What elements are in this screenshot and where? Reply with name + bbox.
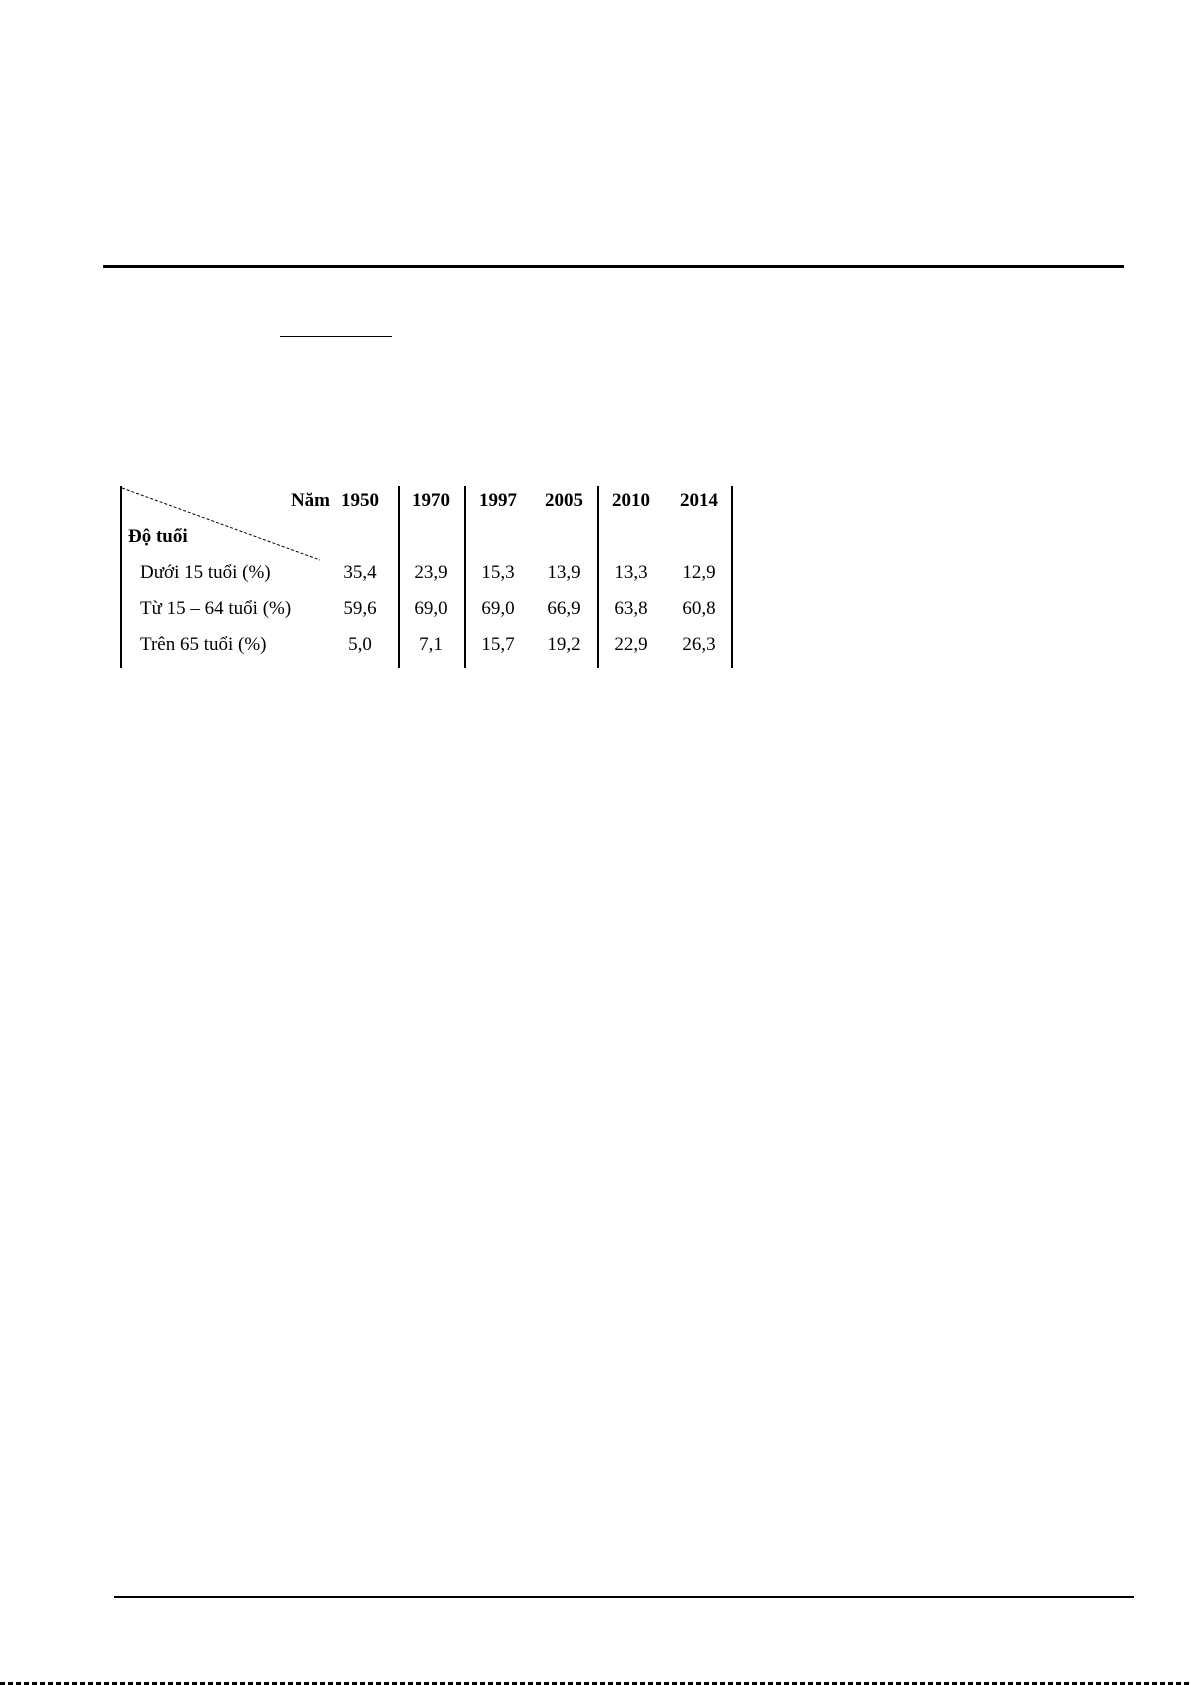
- corner-year-header: Năm: [290, 490, 330, 511]
- table-cell: 23,9: [414, 562, 448, 583]
- table-cell: 13,3: [614, 562, 648, 583]
- table-cell: 19,2: [547, 634, 581, 655]
- bottom-horizontal-rule: [114, 1596, 1134, 1598]
- age-structure-table: [120, 486, 734, 668]
- table-cell: 15,3: [481, 562, 515, 583]
- table-cell: 59,6: [343, 598, 377, 619]
- year-header-2005: 2005: [545, 490, 583, 511]
- top-horizontal-rule: [103, 265, 1124, 268]
- year-header-1950: 1950: [341, 490, 379, 511]
- table-cell: 22,9: [614, 634, 648, 655]
- year-header-2014: 2014: [680, 490, 718, 511]
- year-header-1970: 1970: [412, 490, 450, 511]
- table-cell: 26,3: [682, 634, 716, 655]
- year-header-2010: 2010: [612, 490, 650, 511]
- row-label-under-15: Dưới 15 tuổi (%): [140, 562, 271, 583]
- table-cell: 35,4: [343, 562, 377, 583]
- table-cell: 63,8: [614, 598, 648, 619]
- year-header-1997: 1997: [479, 490, 517, 511]
- table-cell: 69,0: [414, 598, 448, 619]
- table-cell: 13,9: [547, 562, 581, 583]
- table-cell: 7,1: [419, 634, 443, 655]
- table-cell: 15,7: [481, 634, 515, 655]
- row-label-over-65: Trên 65 tuổi (%): [140, 634, 267, 655]
- table-cell: 69,0: [481, 598, 515, 619]
- row-label-15-64: Từ 15 – 64 tuổi (%): [140, 598, 292, 619]
- table-cell: 5,0: [348, 634, 372, 655]
- short-underline: [280, 336, 392, 337]
- table-cell: 66,9: [547, 598, 581, 619]
- table-cell: 12,9: [682, 562, 716, 583]
- table-cell: 60,8: [682, 598, 716, 619]
- corner-age-header: Độ tuổi: [128, 526, 188, 547]
